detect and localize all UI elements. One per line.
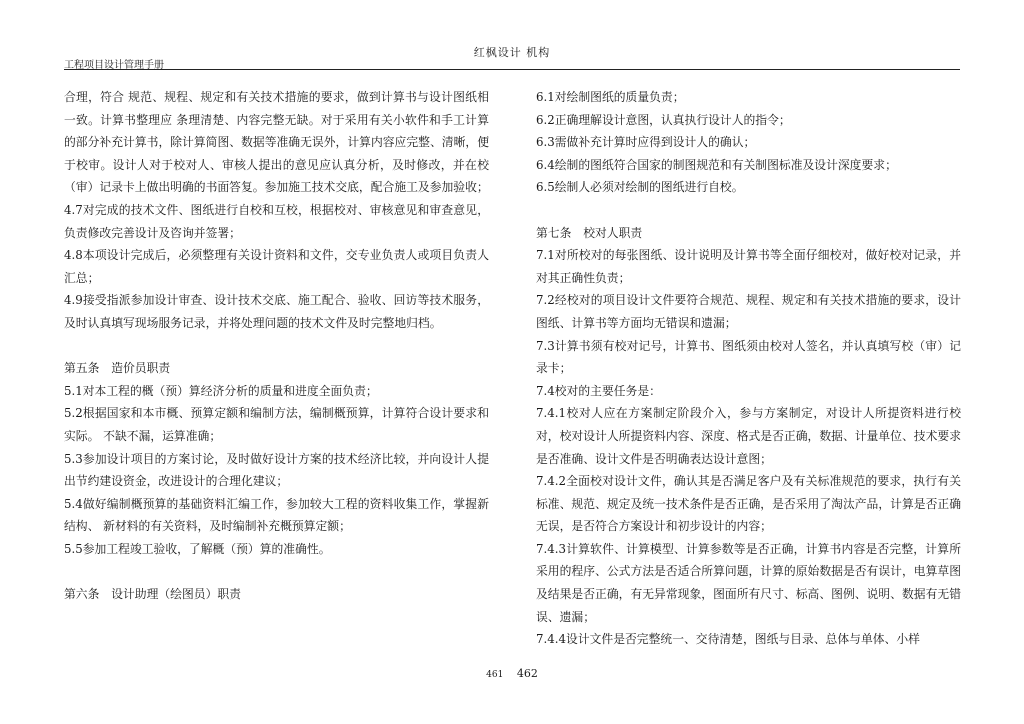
paragraph: 6.1对绘制图纸的质量负责； [536, 90, 685, 104]
paragraph: 7.4.2全面校对设计文件，确认其是否满足客户及有关标准规范的要求，执行有关标准、规范、规定及统一技术条件是否正确，是否采用了淘汰产品，计算是否正确无误，是否符合方案设计和初步设计的内容； [536, 474, 961, 534]
paragraph: 5.1对本工程的概（预）算经济分析的质量和进度全面负责； [64, 383, 378, 398]
spacer [536, 199, 961, 222]
paragraph: 4.8本项设计完成后，必须整理有关设计资料和文件，交专业负责人或项目负责人汇总； [64, 248, 489, 285]
paragraph: 6.3需做补充计算时应得到设计人的确认； [536, 135, 756, 150]
section-heading: 第七条 校对人职责 [536, 225, 643, 240]
left-column [64, 86, 489, 606]
paragraph: 4.7对完成的技术文件、图纸进行自校和互校，根据校对、审核意见和审查意见，负责修改完善设计及咨询并签署； [64, 202, 489, 240]
paragraph: 7.2经校对的项目设计文件要符合规范、规程、规定和有关技术措施的要求，设计图纸、计算书等方面均无错误和遗漏； [536, 293, 961, 330]
paragraph: 7.1对所校对的每张图纸、设计说明及计算书等全面仔细校对，做好校对记录，并对其正确性负责； [536, 248, 961, 285]
paragraph: 5.4做好编制概预算的基础资料汇编工作，参加较大工程的资料收集工作，掌握新结构、 新材料的有关资料，及时编制补充概预算定额； [64, 496, 489, 534]
paragraph: 合理，符合 规范、规程、规定和有关技术措施的要求，做到计算书与设计图纸相一致。计算书整理应 条理清楚、内容完整无缺。对于采用有关小软件和手工计算的部分补充计算书，除计算简图、数据等准确无误外，计算内容应完整、清晰，便于校审。设计人对于校对人、审核人提出的意见应认真分析，及时修改，并在校（审）记录卡上做出明确的书面答复。参加施工技术交底，配合施工及参加验收； [64, 90, 489, 195]
paragraph: 5.5参加工程竣工验收，了解概（预）算的准确性。 [64, 541, 331, 556]
paragraph: 6.2正确理解设计意图，认真执行设计人的指令； [536, 112, 791, 127]
section-heading: 第六条 设计助理（绘图员）职责 [64, 587, 241, 602]
paragraph: 7.4校对的主要任务是： [536, 383, 661, 398]
paragraph: 7.4.4设计文件是否完整统一、交待清楚，图纸与目录、总体与单体、小样 [536, 632, 920, 647]
page-footer [0, 667, 1024, 680]
manual-title: 工程项目设计管理手册 [64, 60, 164, 71]
paragraph: 4.9接受指派参加设计审查、设计技术交底、施工配合、验收、回访等技术服务，及时认真填写现场服务记录，并将处理问题的技术文件及时完整地归档。 [64, 293, 489, 330]
spacer [64, 335, 489, 358]
page-number-right: 462 [516, 667, 538, 680]
right-column [536, 86, 961, 651]
paragraph: 7.4.3计算软件、计算模型、计算参数等是否正确，计算书内容是否完整，计算所采用的程序、公式方法是否适合所算问题，计算的原始数据是否有误计，电算草图及结果是否正确，有无异常现象，图面所有尺寸、标高、图例、说明、数据有无错误、遗漏； [536, 541, 961, 624]
paragraph: 5.3参加设计项目的方案讨论，及时做好设计方案的技术经济比较，并向设计人提出节约建设资金，改进设计的合理化建议； [64, 451, 489, 489]
paragraph: 6.5绘制人必须对绘制的图纸进行自校。 [536, 180, 744, 195]
header-divider [64, 69, 960, 70]
header-title: 红枫设计 机构 [473, 46, 551, 59]
paragraph: 6.4绘制的图纸符合国家的制图规范和有关制图标准及设计深度要求； [536, 157, 897, 172]
spacer [64, 560, 489, 583]
paragraph: 7.3计算书须有校对记号，计算书、图纸须由校对人签名，并认真填写校（审）记录卡； [536, 338, 961, 376]
paragraph: 5.2根据国家和本市概、预算定额和编制方法，编制概预算，计算符合设计要求和实际。 不缺不漏，运算准确； [64, 406, 489, 443]
paragraph: 7.4.1校对人应在方案制定阶段介入，参与方案制定，对设计人所提资料进行校对，校对设计人所提资料内容、深度、格式是否正确，数据、计量单位、技术要求是否准确、设计文件是否明确表达设计意图； [536, 406, 961, 466]
section-heading: 第五条 造价员职责 [64, 361, 171, 376]
page-number-left: 461 [486, 670, 504, 680]
